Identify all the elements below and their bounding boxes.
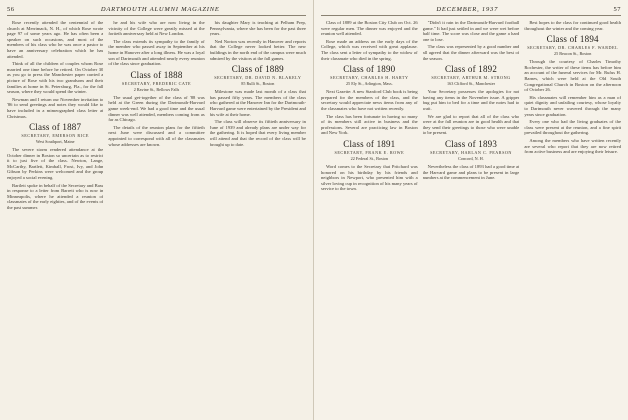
paragraph: Think of all the children of couples whom Rose married one time before he retired. On October 30 as you go to press the Manchester paper carried a picture of Rose with his two grandsons and their families at home in St. Petersburg, Fla., for the fall season, where they would spend the winter. (7, 61, 104, 95)
class-address: 25 Beacon St., Boston (554, 51, 592, 57)
paragraph: Among the members who have written recently are several who report that they are now retired from active business and are enjoying their leisure. (524, 137, 622, 155)
class-secretary: SECRETARY, DR. DAVID N. BLAKELY (214, 75, 302, 81)
class-address: 163 Clifford St., Manchester (447, 81, 495, 87)
paragraph: Newman and I return our November invitation to '86 to send greetings and notes they would like to have included in a mimeographed class letter at Christmas. (7, 96, 104, 119)
paragraph: Rose recently attended the centennial of the church at Merrimack, N. H., of which Rose wrote page 97 of some years ago. He has often been a speaker on such occasions, and most of the members of his class who he was once a pastor to have an anniversary celebration which he has attended. (7, 20, 104, 59)
left-col-1 (7, 20, 103, 420)
paragraph: Rose made an address on the early days of the College, which was received with great applause. The class sent a letter of sympathy to the widow of their classmate who died in the spring. (321, 38, 418, 61)
paragraph: We are glad to report that all of the class who were at the fall reunion are in good health and that they send their greetings to those who were unable to be present. (422, 113, 520, 136)
paragraph: he and his wife who are now living in the vicinity of the College were greatly missed at the fortieth anniversary held at New London. (108, 20, 205, 37)
right-col-1 (321, 20, 418, 420)
class-heading: Class of 1890 (343, 64, 396, 75)
right-col-2 (423, 20, 520, 420)
right-running-head (321, 6, 621, 16)
paragraph: Milestone was made last month of a class that has passed fifty years. The members of the class who gathered at the Hanover Inn for the Dartmouth-Harvard game were entertained by the President and his wife at their home. (209, 89, 306, 117)
class-secretary: SECRETARY, FREDERIC CATE (121, 80, 192, 86)
class-secretary: SECRETARY, DR. CHARLES F. WARDEL (527, 45, 619, 51)
class-address: 22 Federal St., Boston (350, 155, 388, 161)
class-heading: Class of 1891 (343, 138, 396, 149)
class-heading: Class of 1893 (444, 138, 498, 149)
paragraph: Best hopes to the class for continued good health throughout the winter and the coming year. (524, 20, 622, 31)
class-address: 2 Ravine St., Bellows Falls (133, 86, 180, 92)
left-page-number: 56 (7, 6, 15, 13)
paragraph: "Didn't it rain in the Dartmouth-Harvard football game." It had just settled in and we were wet before half time. The score was close and the game a hard one to lose. (422, 20, 520, 42)
class-secretary: SECRETARY, FRANK E. ROWE (334, 149, 405, 155)
class-address: 85 Rulli St., Boston (241, 81, 275, 87)
right-columns (321, 20, 621, 420)
paragraph: Every one who had the living graduates of the class were present at the reunion, and a fine spirit prevailed throughout the gathering. (524, 119, 622, 136)
paragraph: Ned Norton was recently in Hanover and reports that the College never looked better. The new buildings in the north end of the campus were much admired by the visitors at the fall games. (209, 38, 306, 61)
class-address: Concord, N. H. (458, 155, 484, 161)
paragraph: The severe storm rendered attendance at the October dinner in Boston so uncertain as to restrict it to just five of the class. Newton, Lange, McCarthy, Bartlett, Kimball, Frost, Ivy, and John Gibson by Perkins were welcomed and the group enjoyed a social evening. (7, 147, 104, 181)
right-col-3 (524, 20, 621, 420)
left-col-2 (108, 20, 204, 420)
left-running-head (7, 6, 306, 16)
class-address: 25 Ely St., Arlington, Mass. (345, 81, 393, 87)
left-columns (7, 20, 306, 420)
class-heading: Class of 1892 (444, 64, 498, 75)
paragraph: Word comes to the Secretary that Pritchard was honored on his birthday by his friends and neighbors in Newport, who presented him with a silver loving cup in recognition of his many years of service to the town. (321, 163, 418, 192)
paragraph: Next Gazette: A new Stanford Club book is being prepared for the members of the class, and the secretary would appreciate news items from any of the classmates who have not written recently. (321, 89, 418, 111)
paragraph: Through the courtesy of Charles Timothy Rochester, the writer of these items has before him an account of the funeral services for Mr. Rufus H. Barnes, which were held at the Old South Congregational Church in Boston on the afternoon of October 26. (524, 59, 622, 93)
right-page (314, 0, 628, 420)
paragraph: Class of 1889 at the Boston City Club on Oct. 26 were regular men. The dinner was enjoyed and the reunion well attended. (321, 20, 418, 37)
paragraph: The details of the reunion plans for the fiftieth next June were discussed and a committee appointed to correspond with all of the classmates whose addresses are known. (108, 124, 205, 147)
paragraph: Your Secretary possesses the apologies for not having any items in the November issue. A gripper bug put him to bed for a time and the notes had to wait. (422, 89, 520, 111)
class-secretary: SECRETARY, HARLAN C. PEARSON (430, 149, 512, 155)
class-heading: Class of 1894 (546, 34, 599, 45)
right-page-number: 57 (613, 6, 621, 13)
right-magazine-title: DECEMBER, 1937 (436, 6, 499, 13)
class-heading: Class of 1887 (29, 122, 82, 133)
left-magazine-title: DARTMOUTH ALUMNI MAGAZINE (100, 6, 220, 13)
paragraph: Nevertheless the class of 1893 had a good time at the Harvard game and plans to be present in large numbers at the commencement in June. (422, 163, 520, 181)
class-secretary: SECRETARY, ARTHUR M. STRONG (431, 75, 511, 81)
paragraph: Bartlett spoke in behalf of the Secretary and Bass in response to a letter from Barrett who is now in Minneapolis, where he attended a reunion of classmates of the early eighties, and of the events of the past summer. (7, 182, 104, 211)
class-heading: Class of 1889 (231, 64, 284, 75)
paragraph: his daughter Mary is teaching at Pelham Prep, Pennsylvania, where she has been for the past three years. (209, 20, 306, 37)
paragraph: The class extends its sympathy to the family of the member who passed away in September at his home in Hanover after a long illness. He was a loyal son of Dartmouth and attended nearly every reunion of the class since graduation. (108, 38, 205, 67)
left-col-3 (210, 20, 306, 420)
class-address: West Southport, Maine (35, 139, 75, 145)
paragraph: The class was represented by a good number and all agreed that the dinner afterward was the best of the season. (422, 44, 520, 61)
paragraph: The class will observe its fiftieth anniversary in June of 1939 and already plans are under way for the gathering. It is hoped that every living member will attend and that the record of the class will be brought up to date. (209, 119, 306, 147)
paragraph: The usual get-together of the class of '88 was held at the Green during the Dartmouth-Harvard game week-end. We had a good time and the usual dinner was well attended, members coming from as far as Chicago. (108, 94, 205, 123)
paragraph: His classmates will remember him as a man of quiet dignity and unfailing courtesy, whose loyalty to Dartmouth never wavered through the many years since graduation. (524, 94, 622, 117)
class-heading: Class of 1888 (130, 69, 183, 80)
paragraph: The class has been fortunate in having so many of its members still active in business and the professions. Several are practicing law in Boston and New York. (321, 113, 418, 136)
class-secretary: SECRETARY, EMERSON RICE (21, 133, 89, 139)
class-secretary: SECRETARY, CHARLES H. HARTY (330, 75, 409, 81)
